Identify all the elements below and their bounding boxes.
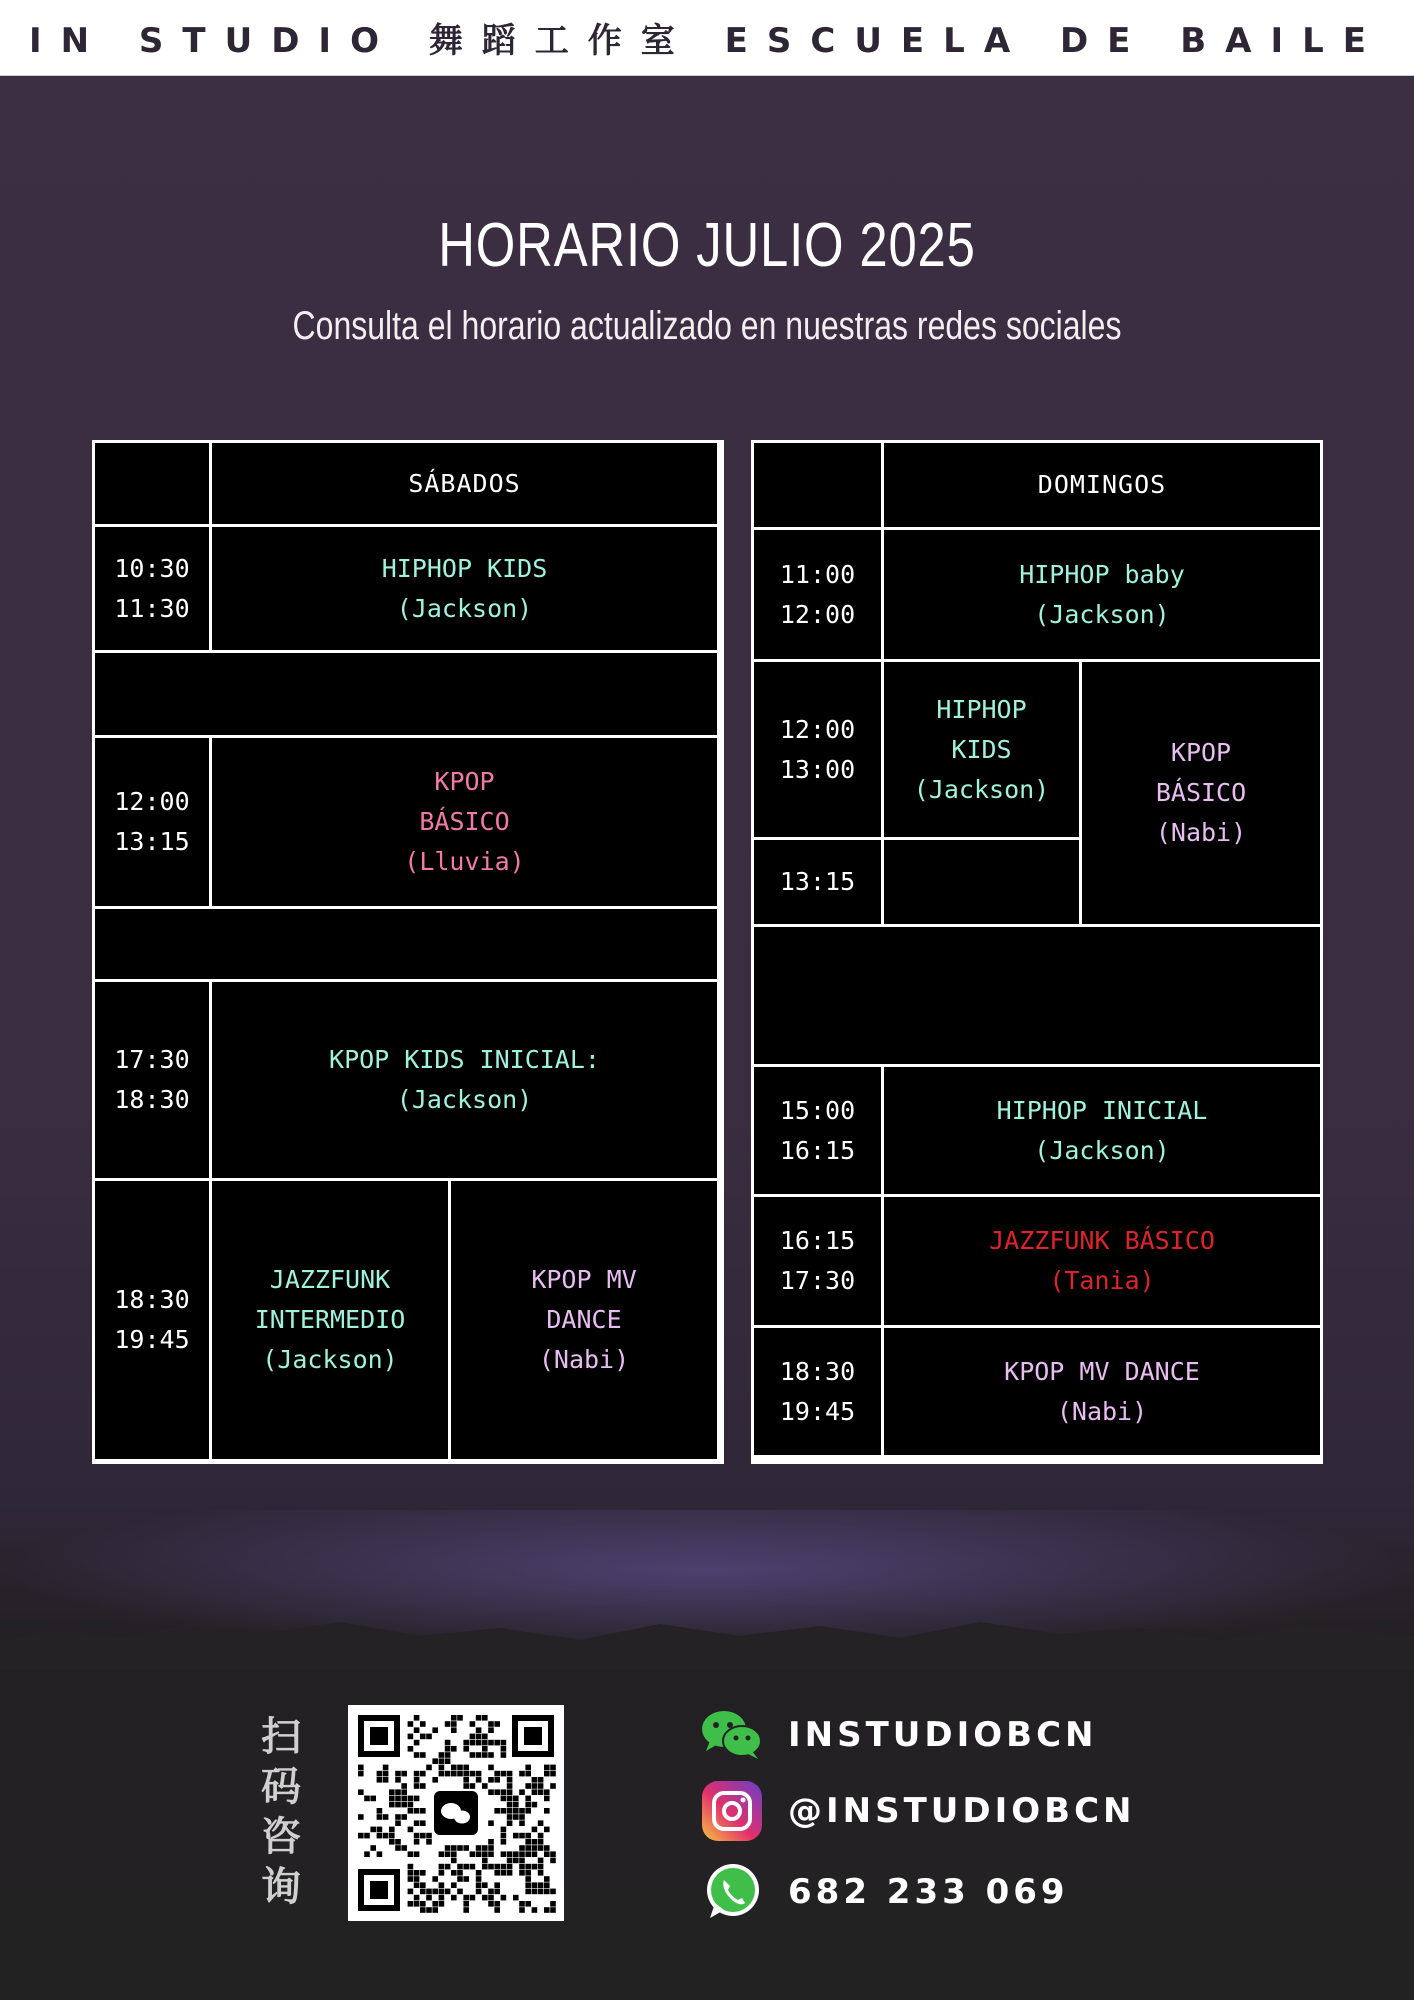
class-cell: HIPHOP KIDS (Jackson) bbox=[212, 527, 717, 650]
whatsapp-number: 682 233 069 bbox=[788, 1872, 1069, 1912]
banner-text: IN STUDIO 舞蹈工作室 ESCUELA DE BAILE bbox=[28, 21, 1386, 61]
time-cell: 12:00 13:00 bbox=[754, 662, 881, 837]
class-cell: KPOP MV DANCE (Nabi) bbox=[451, 1181, 717, 1459]
page-subtitle: Consulta el horario actualizado en nuestras redes sociales bbox=[292, 304, 1122, 348]
time-cell: 15:00 16:15 bbox=[754, 1067, 881, 1194]
sunday-heading: DOMINGOS bbox=[884, 443, 1320, 527]
sunday-schedule-table bbox=[751, 440, 1323, 1464]
instagram-handle: @INSTUDIOBCN bbox=[788, 1791, 1136, 1831]
empty-cell bbox=[884, 840, 1079, 924]
corner-cell bbox=[95, 443, 209, 524]
whatsapp-icon bbox=[700, 1860, 764, 1924]
class-cell: JAZZFUNK BÁSICO (Tania) bbox=[884, 1197, 1320, 1325]
wechat-contact[interactable] bbox=[700, 1703, 1098, 1767]
time-cell: 16:15 17:30 bbox=[754, 1197, 881, 1325]
class-cell: JAZZFUNK INTERMEDIO (Jackson) bbox=[212, 1181, 448, 1459]
top-banner bbox=[0, 0, 1414, 76]
saturday-heading: SÁBADOS bbox=[212, 443, 717, 524]
empty-row bbox=[95, 653, 717, 735]
time-cell: 12:00 13:15 bbox=[95, 738, 209, 906]
class-cell: HIPHOP baby (Jackson) bbox=[884, 530, 1320, 659]
saturday-schedule-table bbox=[92, 440, 724, 1464]
class-cell: HIPHOP INICIAL (Jackson) bbox=[884, 1067, 1320, 1194]
whatsapp-contact[interactable] bbox=[700, 1860, 1069, 1924]
empty-row bbox=[95, 909, 717, 979]
class-cell: HIPHOP KIDS (Jackson) bbox=[884, 662, 1079, 837]
crowd-silhouette bbox=[0, 1600, 1414, 1670]
wechat-id: INSTUDIOBCN bbox=[788, 1715, 1098, 1755]
qr-code[interactable] bbox=[348, 1705, 564, 1921]
time-cell: 17:30 18:30 bbox=[95, 982, 209, 1178]
class-cell: KPOP BÁSICO (Nabi) bbox=[1082, 662, 1320, 924]
wechat-icon bbox=[700, 1707, 764, 1763]
time-cell: 18:30 19:45 bbox=[754, 1328, 881, 1455]
time-cell: 18:30 19:45 bbox=[95, 1181, 209, 1459]
corner-cell bbox=[754, 443, 881, 527]
class-cell: KPOP BÁSICO (Lluvia) bbox=[212, 738, 717, 906]
empty-row bbox=[754, 927, 1320, 1064]
time-cell: 10:30 11:30 bbox=[95, 527, 209, 650]
page-title: HORARIO JULIO 2025 bbox=[438, 211, 976, 280]
scan-consult-label: 扫 码 咨 询 bbox=[261, 1714, 301, 1910]
class-cell: KPOP MV DANCE (Nabi) bbox=[884, 1328, 1320, 1455]
instagram-icon bbox=[700, 1779, 764, 1843]
instagram-contact[interactable] bbox=[700, 1779, 1136, 1843]
time-cell: 11:00 12:00 bbox=[754, 530, 881, 659]
time-cell: 13:15 bbox=[754, 840, 881, 924]
class-cell: KPOP KIDS INICIAL: (Jackson) bbox=[212, 982, 717, 1178]
